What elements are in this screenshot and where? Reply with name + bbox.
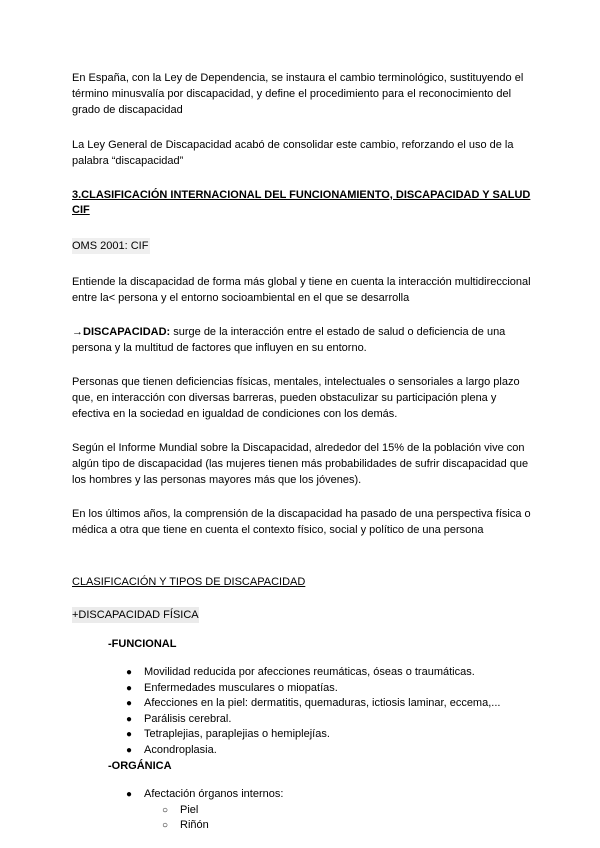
list-item: ● Acondroplasia. — [126, 743, 532, 759]
bullet-icon: ● — [126, 698, 133, 709]
organica-list — [126, 787, 532, 834]
circle-bullet-icon: ○ — [162, 820, 169, 831]
list-item: ● Movilidad reducida por afecciones reumáticas, óseas o traumáticas. — [126, 665, 532, 681]
bullet-icon: ● — [126, 744, 133, 756]
bullet-icon: ● — [126, 789, 133, 800]
paragraph-discapacidad-definition — [72, 324, 532, 356]
list-item: ● Tetraplejias, paraplejias o hemiplejías. — [126, 727, 532, 743]
bullet-icon: ● — [126, 713, 133, 725]
sublist-item: ○ Riñón — [162, 818, 532, 834]
organica-sublist — [162, 803, 532, 834]
organica-heading: -ORGÁNICA — [108, 760, 172, 772]
paragraph-ley-general: La Ley General de Discapacidad acabó de consolidar este cambio, reforzando el uso de la palabra “discapacidad” — [72, 139, 514, 167]
paragraph-cif-definition: Entiende la discapacidad de forma más global y tiene en cuenta la interacción multidireccional entre la< persona y el entorno socioambiental en el que se desarrolla — [72, 276, 531, 304]
oms-label: OMS 2001: CIF — [72, 240, 149, 252]
bullet-icon: ● — [126, 682, 133, 694]
clasificacion-heading: CLASIFICACIÓN Y TIPOS DE DISCAPACIDAD — [72, 576, 306, 588]
section-heading-cif: 3.CLASIFICACIÓN INTERNACIONAL DEL FUNCIONAMIENTO, DISCAPACIDAD Y SALUD CIF — [72, 189, 531, 216]
list-item: ● Afectación órganos internos: ○ Piel ○ Riñón — [126, 787, 532, 834]
paragraph-ley-dependencia: En España, con la Ley de Dependencia, se instaura el cambio terminológico, sustituyendo el término minusvalía por discapacidad, y define el procedimiento para el reconocimiento del grado de discapacidad — [72, 72, 524, 116]
funcional-list — [126, 665, 532, 758]
list-item: ● Parálisis cerebral. — [126, 712, 532, 728]
discapacidad-term: →DISCAPACIDAD: — [72, 326, 171, 338]
document-page — [72, 70, 532, 834]
paragraph-informe-mundial: Según el Informe Mundial sobre la Discapacidad, alrededor del 15% de la población vive con algún tipo de discapacidad (las mujeres tienen más probabilidades de sufrir discapacidad que los hombres y las personas mayores más que los jóvenes). — [72, 442, 529, 486]
bullet-icon: ● — [126, 729, 133, 740]
circle-bullet-icon: ○ — [162, 804, 169, 816]
funcional-heading: -FUNCIONAL — [108, 638, 177, 650]
discapacidad-fisica-heading: +DISCAPACIDAD FÍSICA — [72, 609, 199, 621]
discapacidad-definition-text: surge de la interacción entre el estado de salud o deficiencia de una persona y la multitud de factores que influyen en su entorno. — [72, 326, 506, 354]
paragraph-ultimos-anos: En los últimos años, la comprensión de la discapacidad ha pasado de una perspectiva física o médica a otra que tiene en cuenta el contexto físico, social y político de una persona — [72, 508, 531, 536]
bullet-icon: ● — [126, 667, 133, 678]
list-item: ● Enfermedades musculares o miopatías. — [126, 681, 532, 697]
sublist-item: ○ Piel — [162, 803, 532, 819]
list-item: ● Afecciones en la piel: dermatitis, quemaduras, ictiosis laminar, eccema,... — [126, 696, 532, 712]
paragraph-personas: Personas que tienen deficiencias físicas, mentales, intelectuales o sensoriales a largo plazo que, en interacción con diversas barreras, pueden obstaculizar su participación plena y efectiva en la sociedad en igualdad de condiciones con los demás. — [72, 376, 520, 420]
